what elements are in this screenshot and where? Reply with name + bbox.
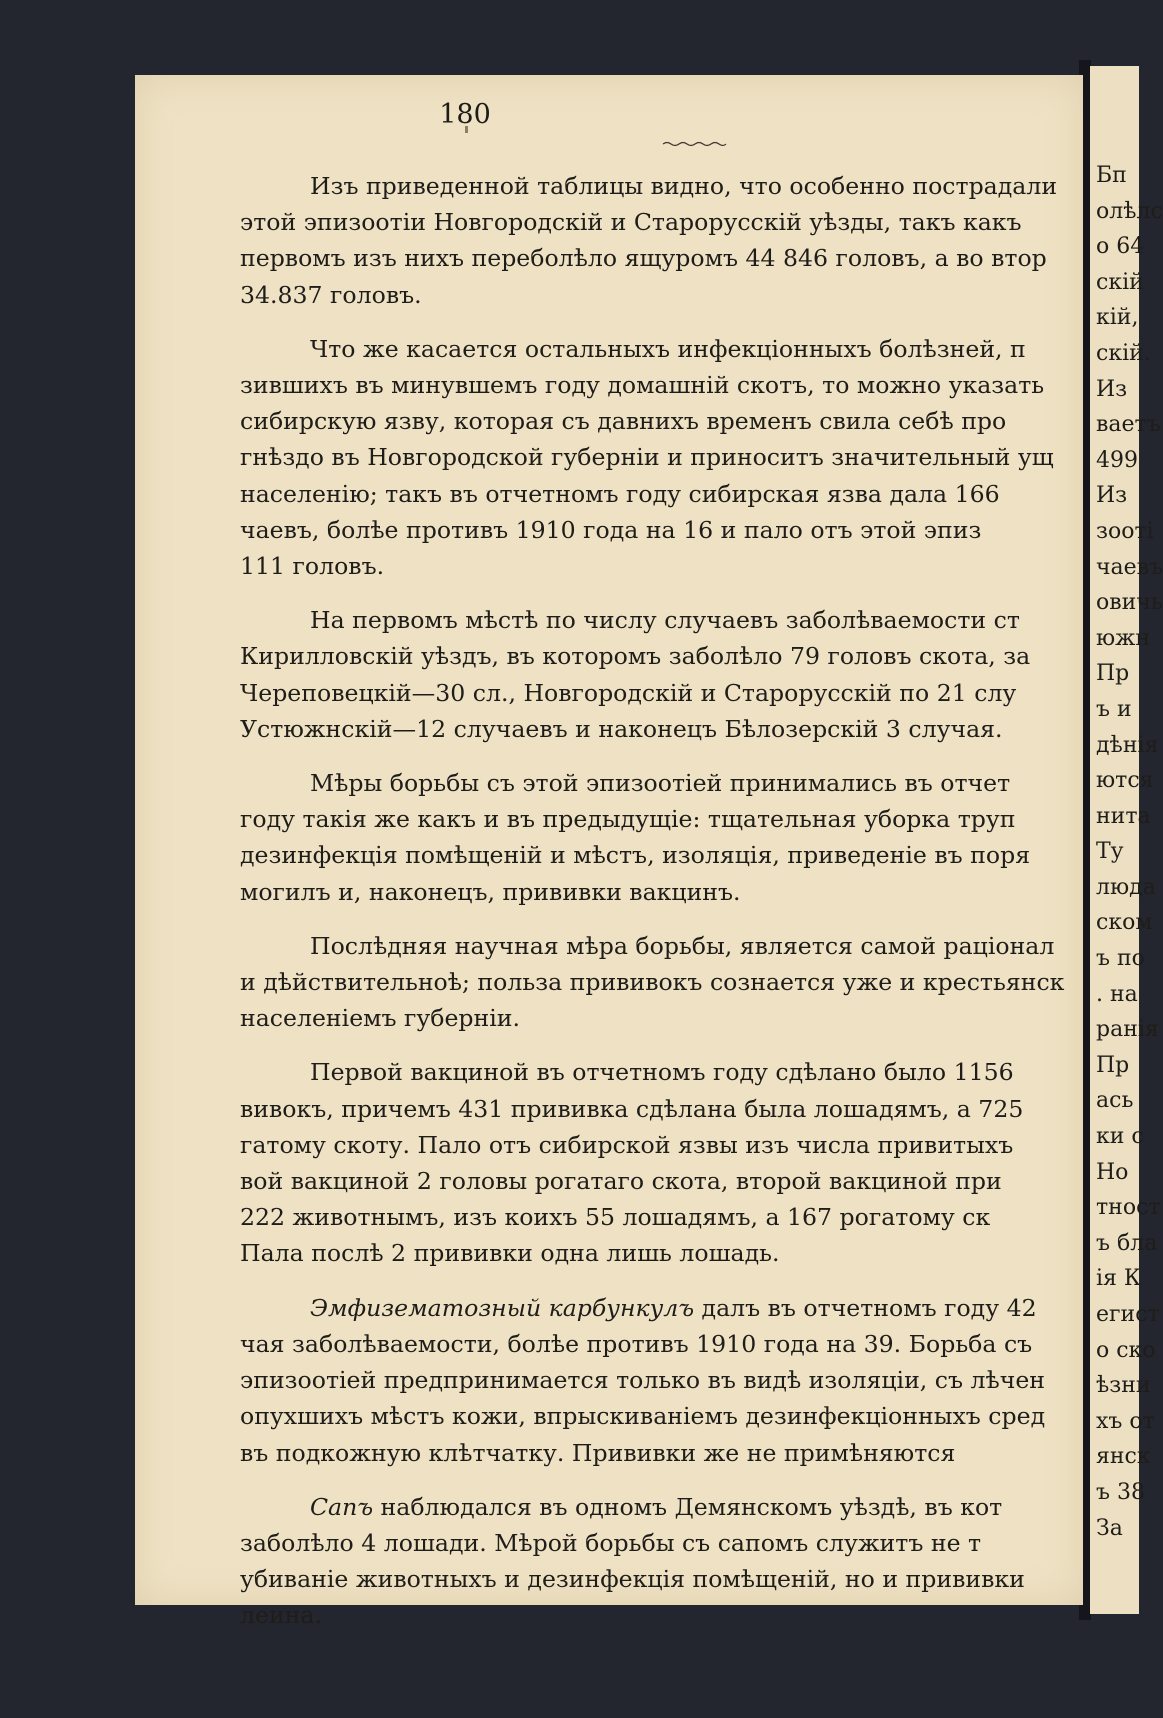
next-page-line-fragment: зооті	[1096, 518, 1154, 544]
next-page-line-fragment: ются	[1096, 768, 1154, 794]
next-page-line-fragment: ъ бла	[1096, 1230, 1158, 1256]
next-page-line-fragment: Но	[1096, 1159, 1129, 1185]
next-page-text-fragments	[1096, 158, 1163, 1546]
next-page-line-fragment: Пр	[1096, 1052, 1130, 1078]
page-number: 180	[439, 99, 491, 130]
paragraph-run-in-heading: Сапъ	[310, 1492, 374, 1521]
next-page-line-fragment: скій.	[1096, 340, 1151, 366]
next-page-line-fragment: нита	[1096, 803, 1151, 829]
next-page-line-fragment: Бп	[1096, 163, 1127, 188]
next-page-line-fragment: ъ и	[1096, 696, 1132, 722]
paragraph	[240, 168, 1070, 313]
next-page-line-fragment: Пр	[1096, 661, 1130, 687]
paragraph	[240, 602, 1070, 747]
next-page-line-fragment: 499	[1096, 447, 1138, 473]
next-page-line-fragment: овичь	[1096, 590, 1163, 616]
next-page-line-fragment: ѣзни	[1096, 1373, 1151, 1399]
paragraph-text: наблюдался въ одномъ Демянскомъ уѣздѣ, въ кот заболѣло 4 лошади. Мѣрой борьбы съ сапомъ служитъ не т убиваніе животныхъ и дезинфекція помѣщеній, но и прививки леина.	[240, 1492, 1025, 1630]
next-page-line-fragment: ранія	[1096, 1017, 1159, 1043]
page-number-ornament	[663, 141, 726, 147]
next-page-line-fragment: хъ от	[1096, 1408, 1155, 1434]
paragraph-text: Мѣры борьбы съ этой эпизоотіей принимались въ отчет году такія же какъ и въ предыдущіе: тщательная уборка труп дезинфекція помѣщеній и мѣстъ, изоляція, приведеніе въ поря могилъ и, наконецъ, прививки вакцинъ.	[240, 769, 1031, 906]
next-page-line-fragment: олѣлс	[1096, 198, 1163, 224]
next-page-line-fragment: За	[1096, 1515, 1123, 1541]
next-page-line-fragment: тност	[1096, 1195, 1161, 1221]
next-page-line-fragment: кій,	[1096, 305, 1139, 331]
next-page-line-fragment: Из	[1096, 483, 1128, 509]
paragraph-run-in-heading: Эмфизематозный карбункулъ	[310, 1293, 695, 1322]
body-text	[240, 168, 1070, 1652]
next-page-line-fragment: ском	[1096, 910, 1153, 936]
next-page-line-fragment: скій	[1096, 269, 1144, 295]
paragraph-text: Что же касается остальныхъ инфекціонныхъ болѣзней, п зившихъ въ минувшемъ году домашній скотъ, то можно указать сибирскую язву, которая съ давнихъ временъ свила себѣ про гнѣздо въ Новгородской губерніи и приноситъ значительный ущ населенію; такъ въ отчетномъ году сибирская язва дала 166 чаевъ, болѣе противъ 1910 года на 16 и пало отъ этой эпиз 111 головъ.	[240, 334, 1054, 581]
next-page-line-fragment: Ту	[1096, 839, 1124, 865]
paragraph-text: Изъ приведенной таблицы видно, что особенно пострадали этой эпизоотіи Новгородскій и Старорусскій уѣзды, такъ какъ первомъ изъ нихъ переболѣло ящуромъ 44 846 головъ, а во втор 34.837 головъ.	[240, 172, 1058, 309]
paragraph-text: далъ въ отчетномъ году 42 чая заболѣваемости, болѣе противъ 1910 года на 39. Борьба съ эпизоотіей предпринимается только въ видѣ изоляціи, съ лѣчен опухшихъ мѣстъ кожи, впрыскиваніемъ дезинфекціонныхъ сред въ подкожную клѣтчатку. Прививки же не примѣняются	[240, 1293, 1046, 1467]
paragraph-text: Послѣдняя научная мѣра борьбы, является самой раціонал и дѣйствительноѣ; польза прививокъ сознается уже и крестьянск населеніемъ губерніи.	[240, 931, 1065, 1033]
paragraph	[240, 928, 1070, 1037]
book-page	[135, 75, 1083, 1630]
next-page-line-fragment: ваетъ	[1096, 412, 1161, 438]
next-page-line-fragment: егист	[1096, 1302, 1160, 1327]
next-page-line-fragment: ъ по	[1096, 946, 1145, 972]
next-page-line-fragment: южн	[1096, 625, 1151, 651]
paragraph-text: Первой вакциной въ отчетномъ году сдѣлано было 1156 вивокъ, причемъ 431 прививка сдѣлана была лошадямъ, а 725 гатому скоту. Пало отъ сибирской язвы изъ числа привитыхъ вой вакциной 2 головы рогатаго скота, второй вакциной при 222 животнымъ, изъ коихъ 55 лошадямъ, а 167 рогатому ск Пала послѣ 2 прививки одна лишь лошадь.	[240, 1058, 1024, 1268]
next-page-edge	[1090, 66, 1163, 1614]
next-page-line-fragment: ъ 38	[1096, 1479, 1145, 1505]
paragraph	[240, 331, 1070, 584]
paragraph	[240, 1290, 1070, 1471]
next-page-line-fragment: Из	[1096, 376, 1128, 402]
next-page-line-fragment: ія К	[1096, 1266, 1141, 1292]
paragraph	[240, 765, 1070, 910]
next-page-line-fragment: ась	[1096, 1088, 1134, 1114]
next-page-line-fragment: люда	[1096, 874, 1156, 900]
paragraph	[240, 1054, 1070, 1271]
next-page-line-fragment: дѣнія	[1096, 732, 1159, 758]
next-page-line-fragment: янск	[1096, 1444, 1151, 1470]
next-page-line-fragment: о ско	[1096, 1337, 1156, 1363]
paragraph	[240, 1489, 1070, 1634]
next-page-line-fragment: ки с	[1096, 1124, 1144, 1150]
next-page-line-fragment: о 64	[1096, 234, 1145, 260]
next-page-line-fragment: . на	[1096, 981, 1138, 1007]
next-page-line-fragment: чаевъ	[1096, 554, 1163, 580]
paragraph-text: На первомъ мѣстѣ по числу случаевъ заболѣваемости ст Кирилловскій уѣздъ, въ которомъ заболѣло 79 головъ скота, за Череповецкій—30 сл., Новгородскій и Старорусскій по 21 слу Устюжнскій—12 случаевъ и наконецъ Бѣлозерскій 3 случая.	[240, 606, 1031, 743]
